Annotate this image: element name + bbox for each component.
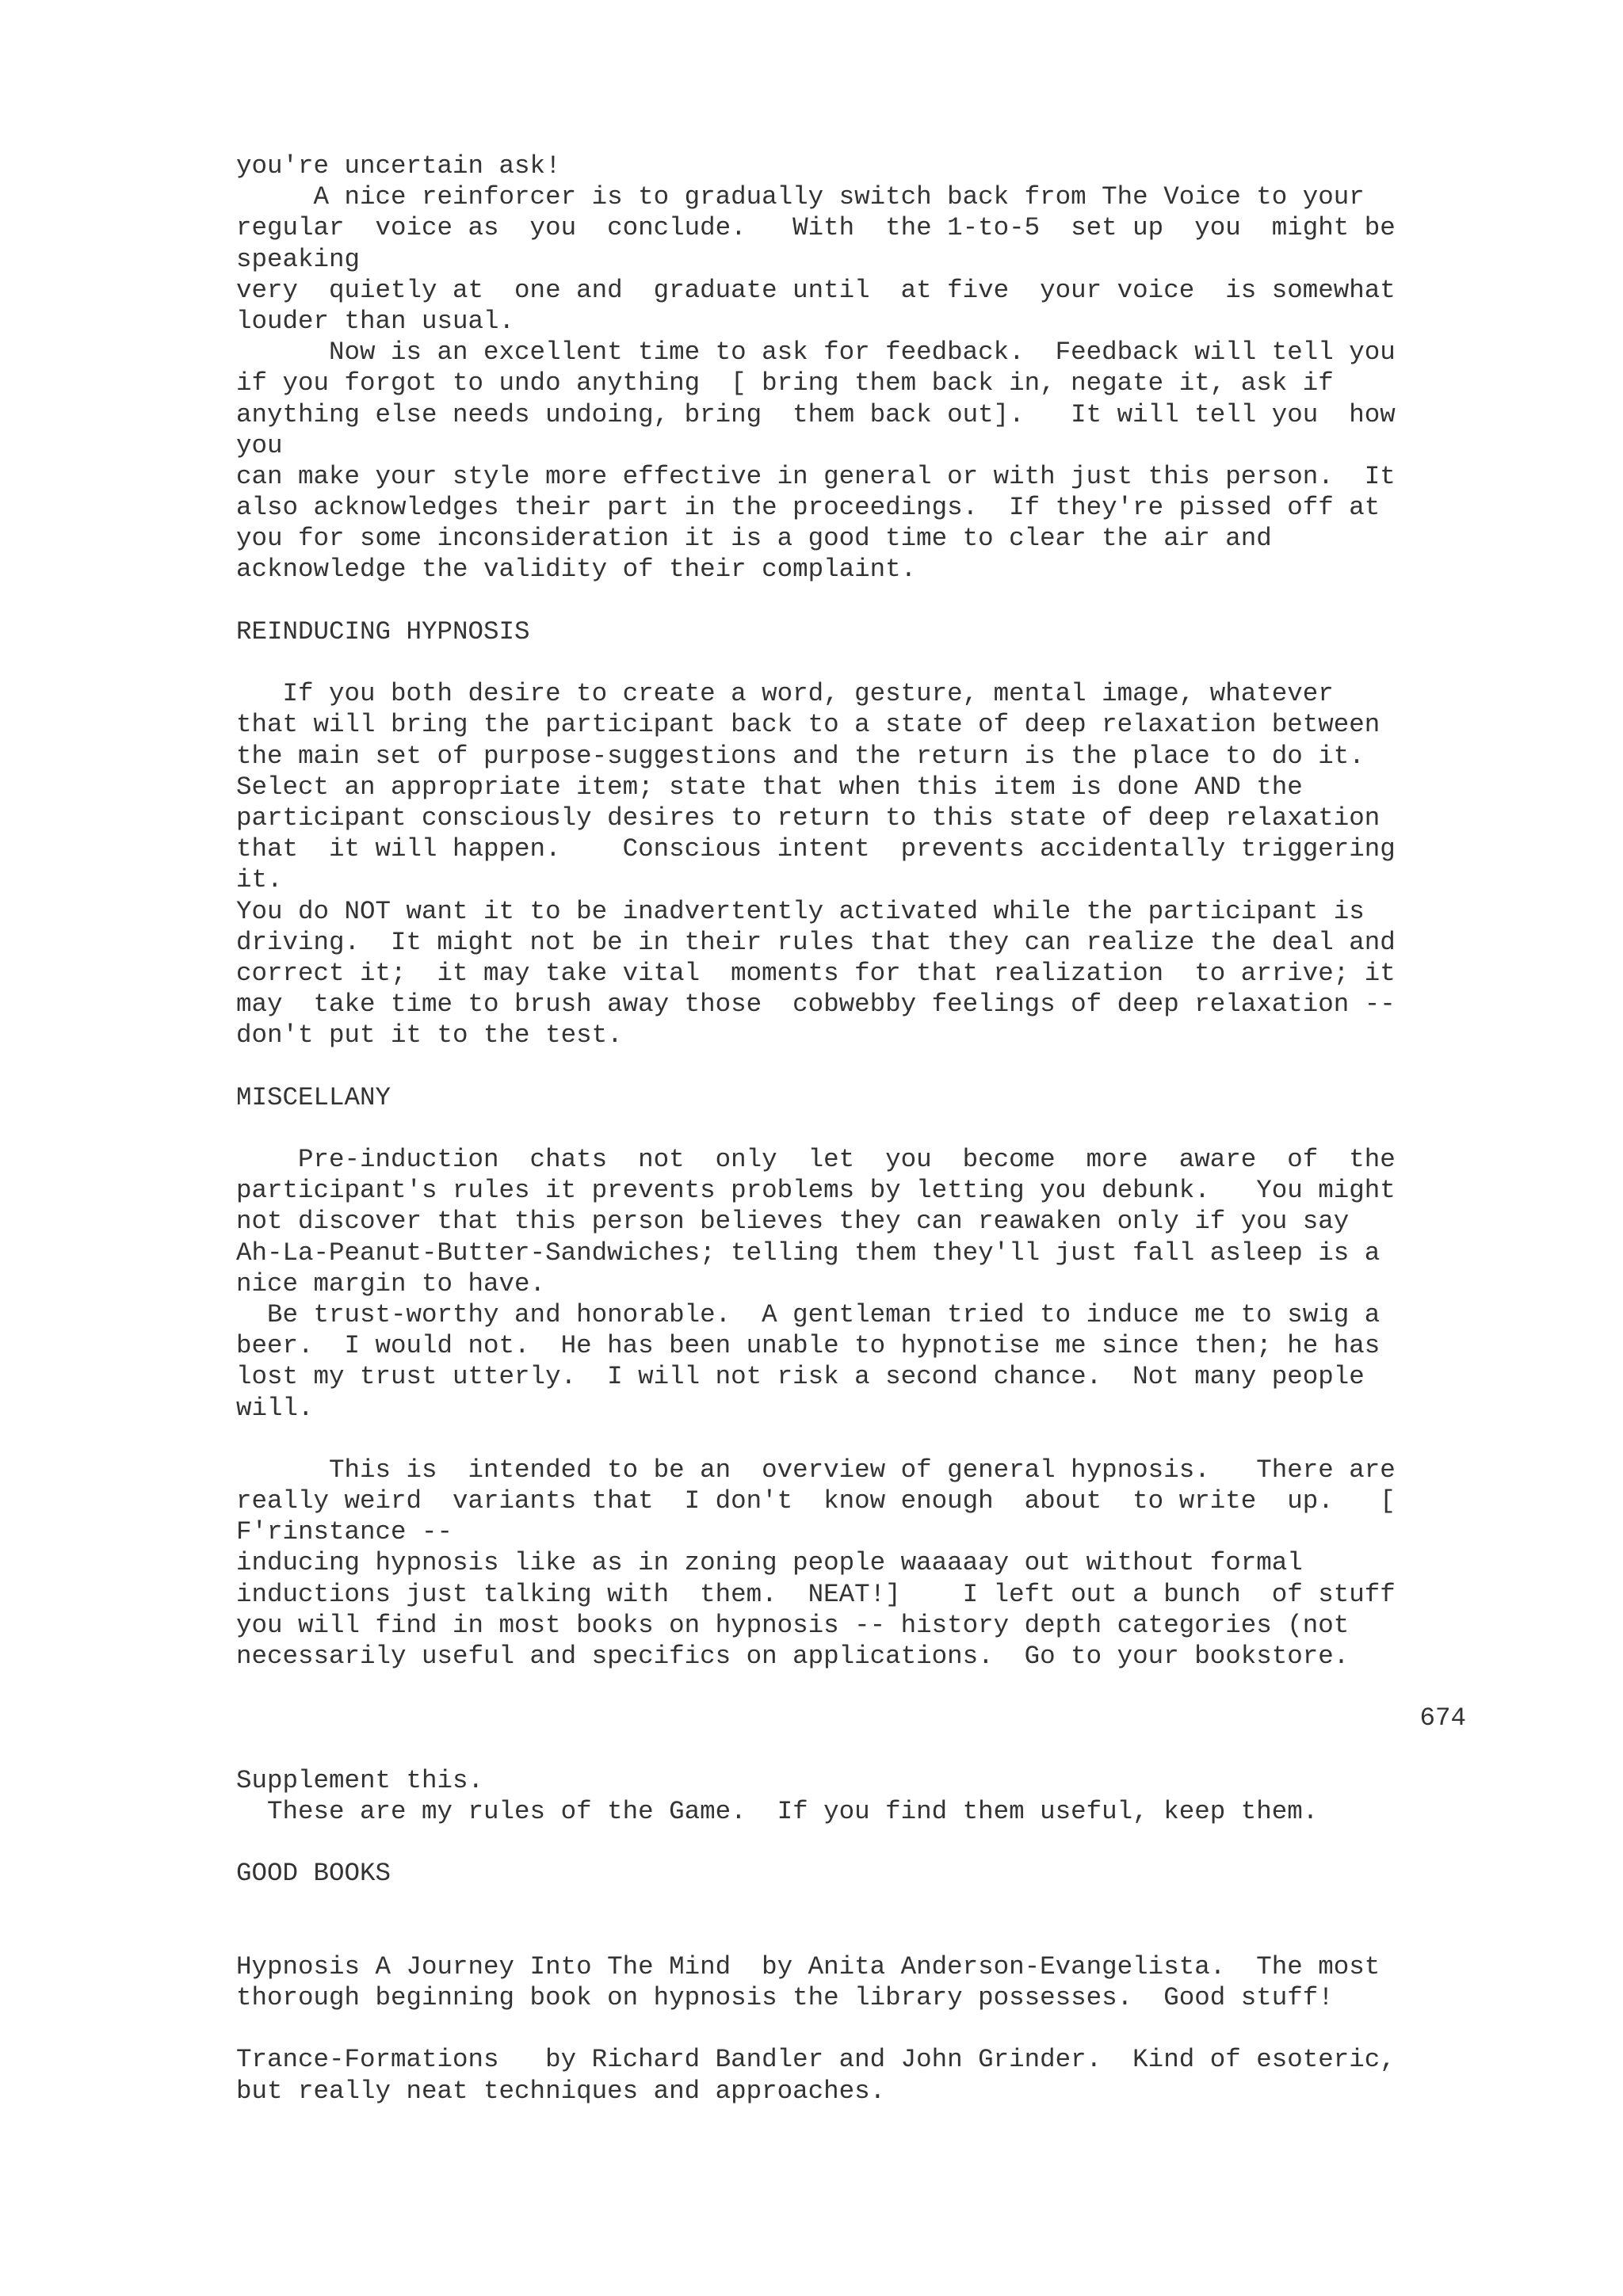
text-line: Trance-Formations by Richard Bandler and John Grinder. Kind of esoteric, [236,2045,1396,2075]
book-entry-trance-formations [236,2044,1472,2106]
text-line: Hypnosis A Journey Into The Mind by Anita Anderson-Evangelista. The most [236,1951,1381,1981]
text-line: A nice reinforcer is to gradually switch back from The Voice to your [236,182,1365,212]
text-line: very quietly at one and graduate until at five your voice is somewhat [236,275,1396,305]
text-line: Now is an excellent time to ask for feedback. Feedback will tell you [236,338,1396,368]
document-page [236,151,1472,2107]
text-line: Select an appropriate item; state that when this item is done AND the [236,772,1303,802]
text-line: Supplement this. [236,1765,484,1795]
text-line: Be trust-worthy and honorable. A gentleman tried to induce me to swig a [236,1299,1381,1329]
text-line: lost my trust utterly. I will not risk a second chance. Not many people [236,1362,1365,1392]
text-line: This is intended to be an overview of general hypnosis. There are [236,1455,1396,1485]
text-line: if you forgot to undo anything [ bring them back in, negate it, ask if [236,368,1334,399]
paragraph-reinducing [236,678,1472,1051]
text-line: participant consciously desires to return to this state of deep relaxation [236,803,1381,833]
section-heading-good-books: GOOD BOOKS [236,1859,391,1889]
text-line: it. [236,865,283,895]
text-line: F'rinstance -- [236,1517,453,1547]
text-line: that it will happen. Conscious intent prevents accidentally triggering [236,834,1396,864]
text-line: thorough beginning book on hypnosis the library possesses. Good stuff! [236,1983,1334,2013]
text-line: driving. It might not be in their rules that they can realize the deal and [236,927,1396,957]
text-line: may take time to brush away those cobwebby feelings of deep relaxation -- [236,990,1396,1020]
text-line: Pre-induction chats not only let you become more aware of the [236,1145,1396,1174]
book-entry-hypnosis [236,1951,1472,2013]
paragraph-feedback [236,151,1472,585]
text-line: will. [236,1393,314,1423]
text-line: These are my rules of the Game. If you find them useful, keep them. [236,1796,1319,1826]
text-line: also acknowledges their part in the proceedings. If they're pissed off at [236,493,1381,523]
text-line: inducing hypnosis like as in zoning people waaaaay out without formal [236,1548,1303,1578]
text-line: speaking [236,244,361,274]
text-line: louder than usual. [236,306,515,336]
text-line: you will find in most books on hypnosis -- history depth categories (not [236,1610,1350,1640]
text-line: not discover that this person believes they can reawaken only if you say [236,1207,1350,1237]
paragraph-miscellany [236,1144,1472,1424]
text-line: the main set of purpose-suggestions and the return is the place to do it. [236,741,1365,771]
text-line: participant's rules it prevents problems by letting you debunk. You might [236,1176,1396,1206]
text-line: that will bring the participant back to a state of deep relaxation between [236,710,1381,740]
text-line: If you both desire to create a word, gesture, mental image, whatever [236,679,1334,709]
text-line: Ah-La-Peanut-Butter-Sandwiches; telling them they'll just fall asleep is a [236,1238,1381,1268]
text-line: don't put it to the test. [236,1020,623,1051]
text-line: you for some inconsideration it is a good time to clear the air and [236,524,1272,554]
paragraph-supplement [236,1765,1472,1827]
text-line: beer. I would not. He has been unable to hypnotise me since then; he has [236,1331,1381,1361]
page-number: 674 [1419,1703,1466,1733]
text-line: correct it; it may take vital moments for that realization to arrive; it [236,958,1396,988]
text-line: regular voice as you conclude. With the 1-to-5 set up you might be [236,213,1396,243]
text-line: anything else needs undoing, bring them back out]. It will tell you how [236,399,1396,429]
text-line: can make your style more effective in general or with just this person. It [236,461,1396,491]
text-line: acknowledge the validity of their complaint. [236,555,917,585]
text-line: inductions just talking with them. NEAT!] I left out a bunch of stuff [236,1579,1396,1609]
section-heading-miscellany: MISCELLANY [236,1082,391,1112]
text-line: You do NOT want it to be inadvertently activated while the participant is [236,896,1365,926]
text-line: nice margin to have. [236,1268,546,1299]
text-line: really weird variants that I don't know enough about to write up. [ [236,1486,1396,1516]
section-heading-reinducing: REINDUCING HYPNOSIS [236,616,530,646]
text-line: you [236,430,283,460]
text-line: necessarily useful and specifics on applications. Go to your bookstore. [236,1642,1350,1671]
paragraph-overview [236,1455,1472,1672]
text-line: you're uncertain ask! [236,151,561,181]
text-line: but really neat techniques and approaches. [236,2076,886,2106]
